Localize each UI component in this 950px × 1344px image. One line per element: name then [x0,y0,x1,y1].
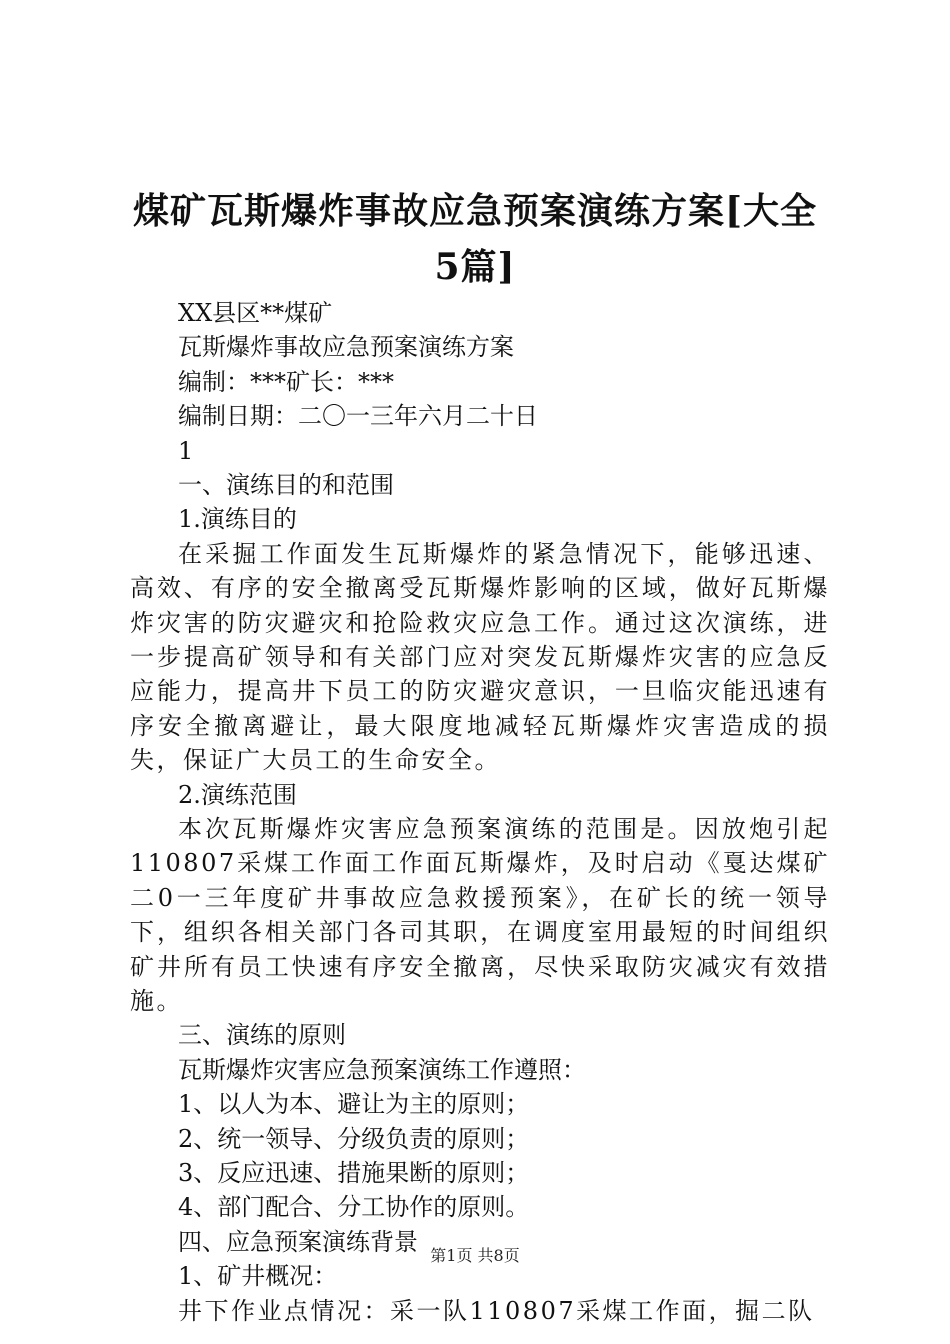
subheading-scope: 2.演练范围 [178,780,297,809]
compiler-line: 编制：***矿长：*** [178,367,394,396]
date-line: 编制日期：二〇一三年六月二十日 [178,402,538,431]
section-heading-background: 四、应急预案演练背景 [178,1227,418,1256]
plan-name-line: 瓦斯爆炸事故应急预案演练方案 [178,333,514,362]
subheading-purpose: 1.演练目的 [178,505,297,534]
page-footer: 第1页 共8页 [430,1246,520,1265]
principle-item: 3、反应迅速、措施果断的原则； [178,1158,530,1187]
principle-item: 1、以人为本、避让为主的原则； [178,1090,530,1119]
section-heading-purpose-scope: 一、演练目的和范围 [178,470,394,499]
principle-item: 4、部门配合、分工协作的原则。 [178,1193,530,1222]
principle-item: 2、统一领导、分级负责的原则； [178,1124,530,1153]
document-title: 煤矿瓦斯爆炸事故应急预案演练方案[大全5篇] [132,190,818,288]
section-heading-principles: 三、演练的原则 [178,1021,346,1050]
section-number: 1 [178,436,194,465]
principles-intro: 瓦斯爆炸灾害应急预案演练工作遵照： [178,1055,586,1084]
org-line: XX县区**煤矿 [178,299,333,327]
document-body [130,296,830,1328]
paragraph-purpose: 在采掘工作面发生瓦斯爆炸的紧急情况下，能够迅速、高效、有序的安全撤离受瓦斯爆炸影响的区域，做好瓦斯爆炸灾害的防灾避灾和抢险救灾应急工作。通过这次演练，进一步提高矿领导和有关部门应对突发瓦斯爆炸灾害的应急反应能力，提高井下员工的防灾避灾意识，一旦临灾能迅速有序安全撤离避让，最大限度地减轻瓦斯爆炸灾害造成的损失，保证广大员工的生命安全。 [130,539,830,775]
subheading-mine-overview: 1、矿井概况： [178,1262,338,1291]
paragraph-scope: 本次瓦斯爆炸灾害应急预案演练的范围是。因放炮引起110807采煤工作面工作面瓦斯爆炸，及时启动《戛达煤矿二0一三年度矿井事故应急救援预案》，在矿长的统一领导下，组织各相关部门各司其职，在调度室用最短的时间组织矿井所有员工快速有序安全撤离，尽快采取防灾减灾有效措施。 [130,814,830,1015]
paragraph-work-sites: 井下作业点情况：采一队110807采煤工作面，掘二队 [178,1296,815,1325]
